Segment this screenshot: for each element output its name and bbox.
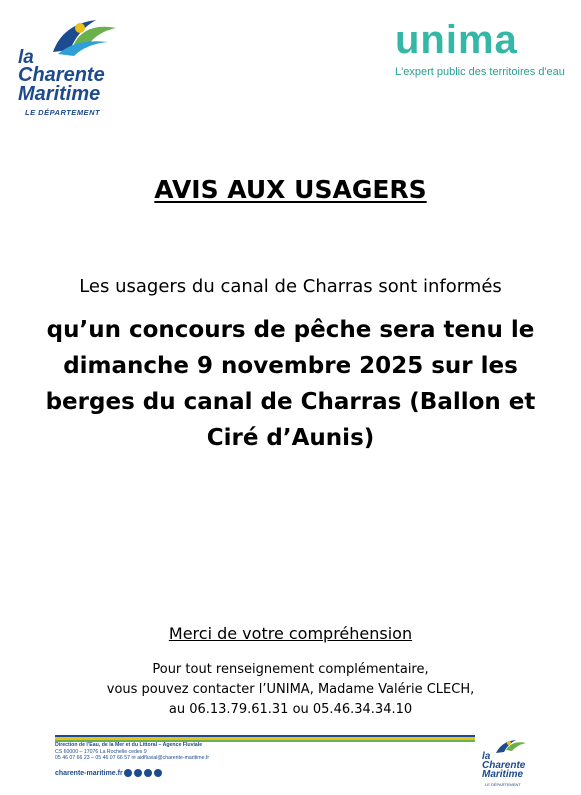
notice-title-text: AVIS AUX USAGERS	[154, 175, 427, 204]
footer-line: CS 60000 – 17076 La Rochelle cedex 9	[55, 748, 147, 755]
charente-maritime-logo	[18, 16, 128, 120]
footer-line: Direction de l’Eau, de la Mer et du Littoral – Agence Fluviale	[55, 742, 203, 748]
thanks-text: Merci de votre compréhension	[168, 624, 413, 643]
twitter-icon[interactable]	[144, 769, 152, 777]
announcement	[30, 312, 551, 456]
footer-logo-word-maritime: Maritime	[482, 769, 524, 780]
contact-line: vous pouvez contacter l’UNIMA, Madame Valérie CLECH,	[106, 682, 475, 697]
logo-word-charente: Charente	[18, 64, 105, 86]
announcement-line: qu’un concours de pêche sera tenu le	[46, 317, 535, 343]
facebook-icon[interactable]	[134, 769, 142, 777]
thanks-line	[0, 624, 581, 643]
notice-title	[0, 175, 581, 204]
footer-address	[55, 742, 209, 762]
footer-line: 05 46 07 66 23 – 05 46 07 66 57 ✉ aidfluvial@charente-maritime.fr	[55, 755, 210, 761]
announcement-line: berges du canal de Charras (Ballon et	[45, 389, 536, 415]
contact-line: au 06.13.79.61.31 ou 05.46.34.34.10	[168, 702, 413, 717]
announcement-line: dimanche 9 novembre 2025 sur les	[63, 353, 518, 379]
logo-word-maritime: Maritime	[18, 83, 101, 105]
contact-line: Pour tout renseignement complémentaire,	[152, 662, 429, 677]
unima-logo	[395, 20, 571, 82]
footer-logo-word-la: la	[482, 751, 491, 762]
instagram-icon[interactable]	[124, 769, 132, 777]
logo-word-la: la	[18, 47, 34, 68]
bird-emblem-icon	[18, 16, 128, 56]
unima-tagline: L'expert public des territoires d'eau	[395, 66, 565, 78]
footer-bird-emblem-icon	[482, 738, 542, 754]
unima-wordmark: unima	[395, 18, 518, 62]
footer-website-link[interactable]: charente-maritime.fr	[55, 770, 123, 777]
contact-block	[0, 660, 581, 720]
youtube-icon[interactable]	[154, 769, 162, 777]
logo-subtitle: LE DÉPARTEMENT	[25, 108, 101, 117]
footer-logo-subtitle: LE DÉPARTEMENT	[485, 782, 521, 787]
intro-text: Les usagers du canal de Charras sont informés	[79, 276, 502, 297]
announcement-line: Ciré d’Aunis)	[206, 425, 375, 451]
footer-logo-word-charente: Charente	[482, 760, 526, 771]
footer-charente-maritime-logo	[482, 738, 542, 790]
